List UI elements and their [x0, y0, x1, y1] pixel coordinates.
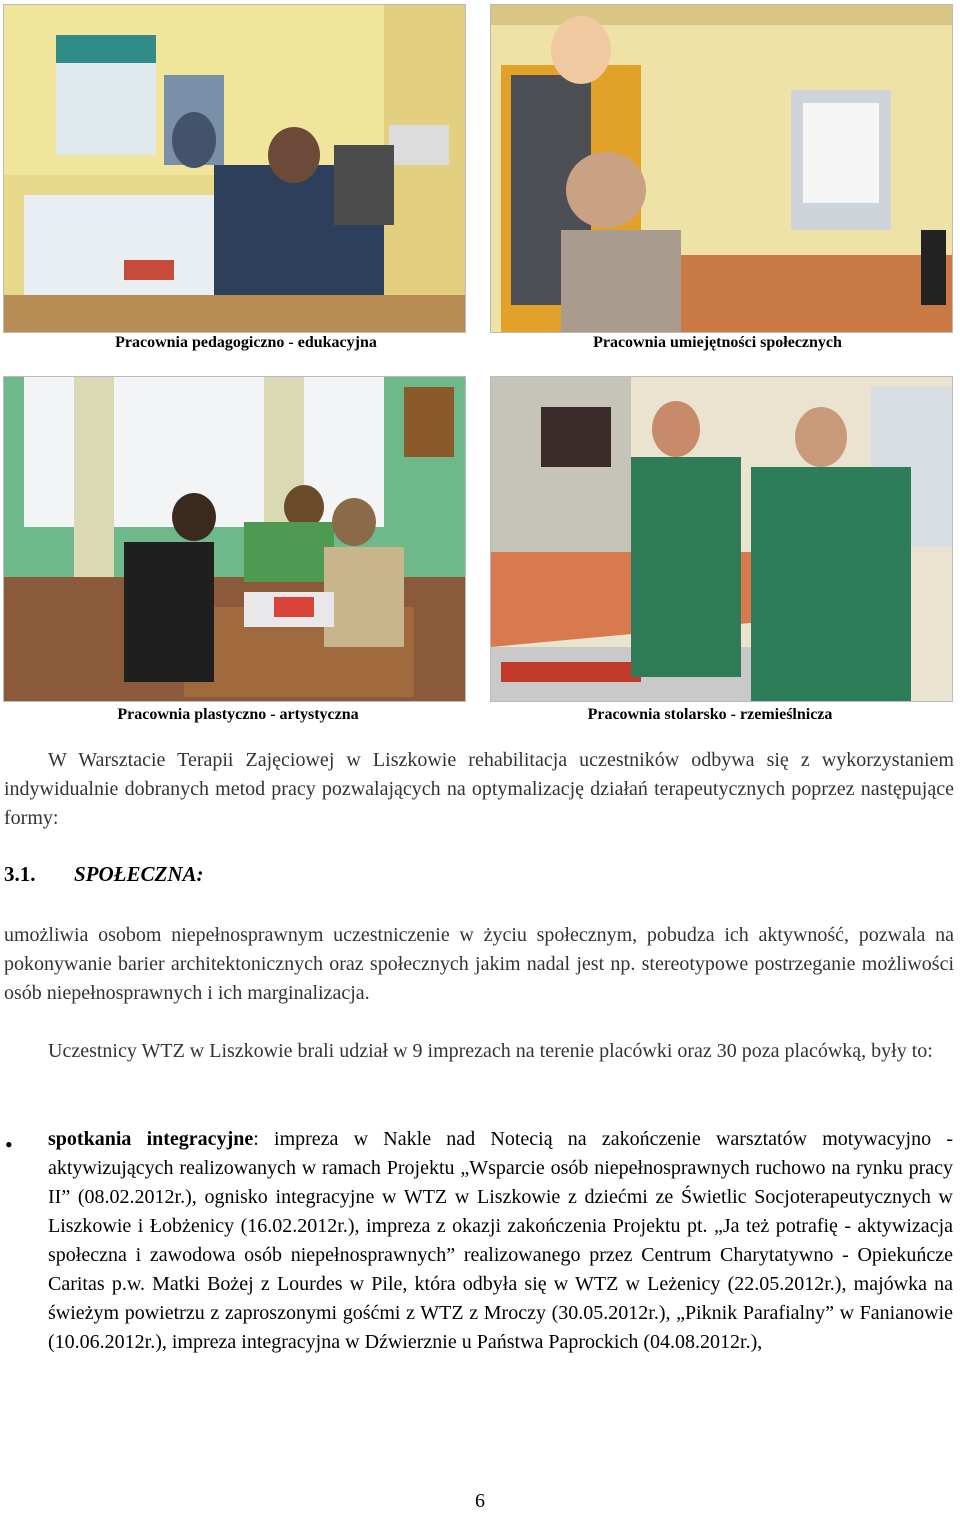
photo-caption: Pracownia stolarsko - rzemieślnicza [587, 706, 833, 723]
events-paragraph: Uczestnicy WTZ w Liszkowie brali udział w 9 imprezach na terenie placówki oraz 30 poza placówką, były to: [48, 1040, 933, 1062]
bullet-icon: • [5, 1132, 13, 1157]
bullet-item [48, 1125, 953, 1357]
intro-paragraph: W Warsztacie Terapii Zajęciowej w Liszkowie rehabilitacja uczestników odbywa się z wykorzystaniem indywidualnie dobranych metod pracy pozwalających na optymalizację działań terapeutycznych poprzez następujące formy: [4, 749, 954, 829]
bullet-body: : impreza w Nakle nad Notecią na zakończenie warsztatów motywacyjno - aktywizujących realizowanych w ramach Projektu „Wsparcie osób niepełnosprawnych ruchowo na rynku pracy II” (08.02.2012r.), ognisko integracyjne w WTZ w Liszkowie z dziećmi ze Świetlic Socjoterapeutycznych w Liszkowie i Łobżenicy (16.02.2012r.), impreza z okazji zakończenia Projektu pt. „Ja też potrafię - aktywizacja społeczna i zawodowa osób niepełnosprawnych” realizowanego przez Centrum Charytatywno - Opiekuńcze Caritas p.w. Matki Bożej z Lourdes w Pile, która odbyła się w WTZ w Leżenicy (22.05.2012r.), majówka na świeżym powietrzu z zaproszonymi gośćmi z WTZ z Mroczy (30.05.2012r.), „Piknik Parafialny” w Fanianowie (10.06.2012r.), impreza integracyjna w Dźwierznie u Państwa Paprockich (04.08.2012r.), [48, 1128, 953, 1353]
section-paragraph: umożliwia osobom niepełnosprawnym uczestniczenie w życiu społecznym, pobudza ich aktywność, pozwala na pokonywanie barier architektonicznych oraz społecznych jakim nadal jest np. stereotypowe postrzeganie możliwości osób niepełnosprawnych i ich marginalizacja. [4, 924, 954, 1004]
bullet-lead: spotkania integracyjne [48, 1128, 254, 1150]
photo-art-studio [3, 376, 466, 702]
photo-caption: Pracownia pedagogiczno - edukacyjna [115, 334, 377, 351]
photo-classroom [3, 4, 466, 333]
photo-woodwork [490, 376, 953, 702]
section-heading [4, 862, 204, 887]
section-number: 3.1. [4, 862, 36, 886]
photo-caption: Pracownia plastyczno - artystyczna [117, 706, 359, 723]
photo-social-skills [490, 4, 953, 333]
photo-caption: Pracownia umiejętności społecznych [593, 334, 842, 351]
section-title: SPOŁECZNA: [74, 862, 204, 886]
page-number: 6 [475, 1490, 485, 1512]
